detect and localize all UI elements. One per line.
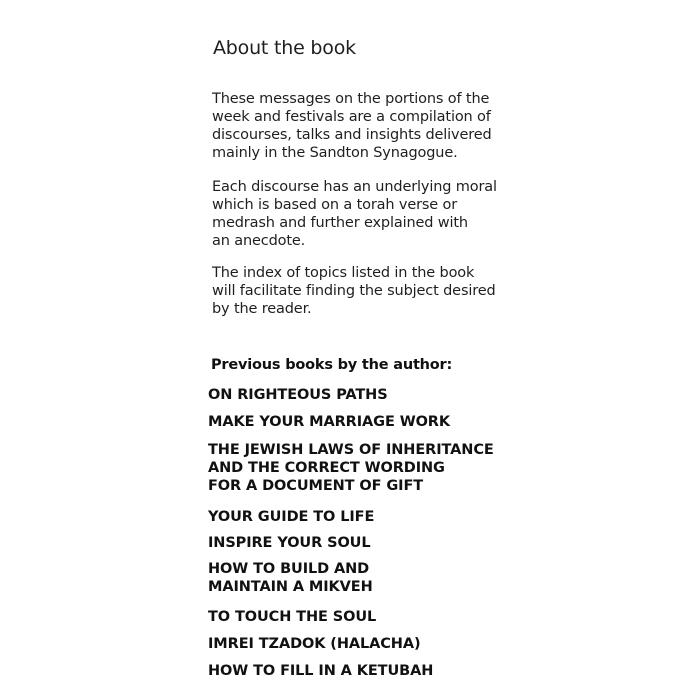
book-title-line: IMREI TZADOK (HALACHA) [208,636,421,652]
book-title [208,608,376,626]
book-title-line: INSPIRE YOUR SOUL [208,535,371,551]
book-title-line: THE JEWISH LAWS OF INHERITANCE [208,442,494,458]
book-title [208,508,374,526]
previous-books-heading: Previous books by the author: [211,357,453,373]
book-title-line: MAKE YOUR MARRIAGE WORK [208,414,451,430]
about-paragraph [212,264,496,318]
book-title [208,635,420,653]
book-title [208,534,371,552]
paragraph-line: medrash and further explained with [212,215,468,231]
about-paragraph [212,90,492,162]
about-paragraph [212,178,497,250]
book-title-line: ON RIGHTEOUS PATHS [208,387,388,403]
paragraph-line: by the reader. [212,301,312,317]
about-heading: About the book [213,37,356,59]
paragraph-line: These messages on the portions of the [212,91,490,107]
book-title [208,386,388,404]
book-title [208,560,373,596]
paragraph-line: which is based on a torah verse or [212,197,458,213]
paragraph-line: an anecdote. [212,233,306,249]
paragraph-line: week and festivals are a compilation of [212,109,491,125]
paragraph-line: discourses, talks and insights delivered [212,127,492,143]
book-title-line: YOUR GUIDE TO LIFE [208,509,375,525]
book-title-line: TO TOUCH THE SOUL [208,609,377,625]
book-title-line: HOW TO BUILD AND [208,561,370,577]
book-title [208,413,450,431]
book-title-line: MAINTAIN A MIKVEH [208,579,373,595]
paragraph-line: Each discourse has an underlying moral [212,179,497,195]
paragraph-line: mainly in the Sandton Synagogue. [212,145,458,161]
book-title-line: FOR A DOCUMENT OF GIFT [208,478,424,494]
book-title [208,662,433,680]
book-title-line: HOW TO FILL IN A KETUBAH [208,663,434,679]
paragraph-line: will facilitate finding the subject desired [212,283,496,299]
book-title [208,441,494,495]
paragraph-line: The index of topics listed in the book [212,265,475,281]
book-title-line: AND THE CORRECT WORDING [208,460,445,476]
